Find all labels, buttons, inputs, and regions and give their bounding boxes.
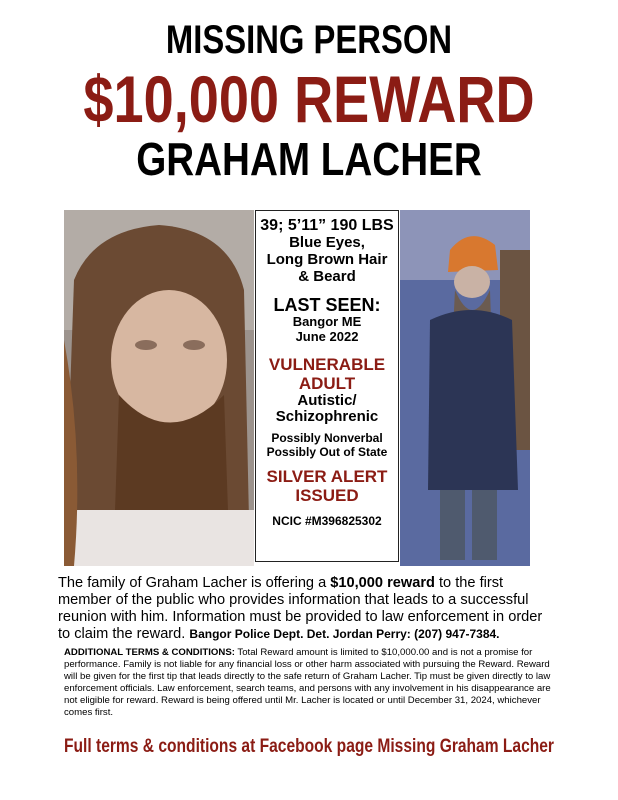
reward-paragraph — [58, 575, 558, 643]
note-text-2: Possibly Out of State — [266, 444, 388, 459]
police-contact: Bangor Police Dept. Det. Jordan Perry: (207) 947-7384. — [189, 627, 500, 641]
footer-note: Full terms & conditions at Facebook page Missing Graham Lacher — [63, 736, 555, 757]
beard-text: & Beard — [298, 267, 356, 285]
ncic-number: NCIC #M396825302 — [272, 514, 382, 529]
reward-amount-text: $10,000 reward — [330, 575, 435, 591]
condition-text-2: Schizophrenic — [275, 408, 379, 426]
last-seen-label: LAST SEEN: — [273, 295, 381, 316]
title-reward: $10,000 REWARD — [83, 62, 535, 136]
last-seen-date: June 2022 — [295, 329, 359, 344]
condition-text-1: Autistic/ — [297, 391, 357, 409]
terms-paragraph — [64, 647, 554, 719]
note-text-1: Possibly Nonverbal — [271, 431, 383, 446]
surveillance-photo-graphic — [400, 210, 530, 566]
title-name: GRAHAM LACHER — [136, 133, 482, 185]
terms-heading: ADDITIONAL TERMS & CONDITIONS: — [64, 647, 235, 658]
stats-text: 39; 5’11” 190 LBS — [260, 217, 394, 234]
paragraph-text-2: to the first member of the public who provides information that leads to a successful reunion with him. Information must be provided to law enforcement in order to claim the reward. — [58, 575, 543, 642]
silver-alert-2: ISSUED — [295, 486, 359, 506]
surveillance-photo — [400, 210, 530, 566]
last-seen-place: Bangor ME — [292, 314, 362, 330]
details-box — [255, 210, 399, 562]
vulnerable-label-1: VULNERABLE — [268, 354, 386, 374]
portrait-photo — [64, 210, 254, 566]
terms-text: Total Reward amount is limited to $10,000.00 and is not a promise for performance. Family is not liable for any financial loss or other harm associated with pursuing the Reward. Reward will be given for the first tip that leads directly to the safe return of Graham Lacher. Tip must be given directly to law enforcement officials. Law enforcement, search teams, and persons with any involvement in his disappearance are not eligible for reward. Reward is being offered until Mr. Lacher is located or until December 31, 2024, whichever comes first. — [64, 647, 551, 718]
silver-alert-1: SILVER ALERT — [266, 467, 388, 487]
paragraph-text-1: The family of Graham Lacher is offering a — [58, 575, 331, 591]
title-missing-person: MISSING PERSON — [165, 18, 453, 62]
eyes-text: Blue Eyes, — [289, 233, 365, 251]
hair-text: Long Brown Hair — [266, 250, 388, 268]
vulnerable-label-2: ADULT — [298, 373, 356, 393]
portrait-photo-graphic — [64, 210, 254, 566]
